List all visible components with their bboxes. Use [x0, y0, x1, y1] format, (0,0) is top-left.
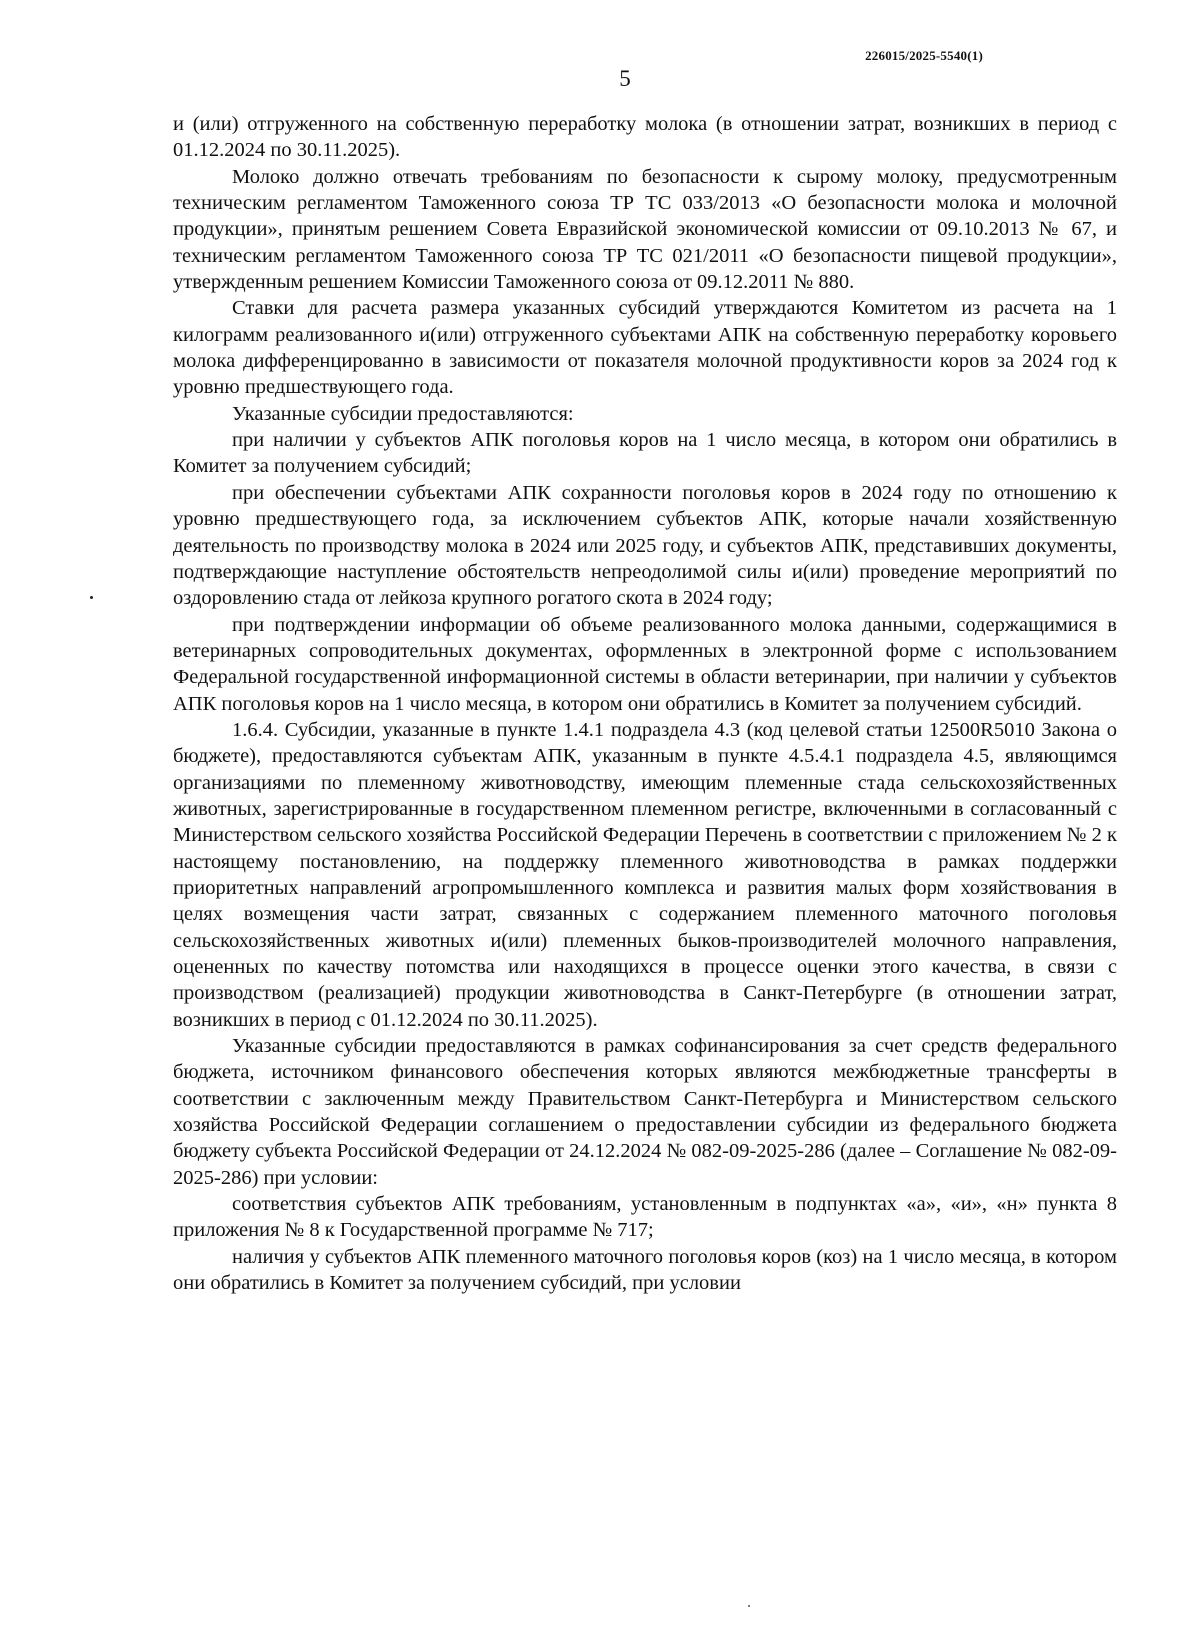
paragraph-subsidies-intro: Указанные субсидии предоставляются:	[232, 402, 574, 425]
paragraph-subsidy-rates: Ставки для расчета размера указанных субсидий утверждаются Комитетом из расчета на 1 килограмм реализованного и(или) отгруженного субъектами АПК на собственную переработку коровьего молока дифференцированно в зависимости от показателя молочной продуктивности коров за 2024 год к уровню предшествующего года.	[173, 297, 1117, 399]
paragraph-milk-safety-requirements: Молоко должно отвечать требованиям по безопасности к сырому молоку, предусмотренным техническим регламентом Таможенного союза ТР ТС 033/2013 «О безопасности молока и молочной продукции», принятым решением Совета Евразийской экономической комиссии от 09.10.2013 № 67, и техническим регламентом Таможенного союза ТР ТС 021/2011 «О безопасности пищевой продукции», утвержденным решением Комиссии Таможенного союза от 09.12.2011 № 880.	[173, 165, 1117, 294]
scan-speck	[748, 1605, 750, 1607]
paragraph-section-1-6-4: 1.6.4. Субсидии, указанные в пункте 1.4.1 подраздела 4.3 (код целевой статьи 12500R5010 Закона о бюджете), предоставляются субъектам АПК, указанным в пункте 4.5.4.1 подраздела 4.5, являющимся организациями по племенному животноводству, имеющим племенные стада сельскохозяйственных животных, зарегистрированные в государственном племенном регистре, включенными в согласованный с Министерством сельского хозяйства Российской Федерации Перечень в соответствии с приложением № 2 к настоящему постановлению, на поддержку племенного животноводства в рамках поддержки приоритетных направлений агропромышленного комплекса и развития малых форм хозяйствования в целях возмещения части затрат, связанных с содержанием племенного маточного поголовья сельскохозяйственных животных и(или) племенных быков-производителей молочного направления, оцененных по качеству потомства или находящихся в процессе оценки этого качества, в связи с производством (реализацией) продукции животноводства в Санкт-Петербурге (в отношении затрат, возникших в период с 01.12.2024 по 30.11.2025).	[173, 718, 1117, 1031]
page-number: 5	[619, 66, 631, 91]
paragraph-cofinancing: Указанные субсидии предоставляются в рамках софинансирования за счет средств федерального бюджета, источником финансового обеспечения которых являются межбюджетные трансферты в соответствии с заключенным между Правительством Санкт-Петербурга и Министерством сельского хозяйства Российской Федерации соглашением о предоставлении субсидии из федерального бюджета бюджету субъекта Российской Федерации от 24.12.2024 № 082-09-2025-286 (далее – Соглашение № 082-09-2025-286) при условии:	[173, 1035, 1117, 1189]
paragraph-condition-milk-volume: при подтверждении информации об объеме реализованного молока данными, содержащимися в ветеринарных сопроводительных документах, оформленных в электронной форме с использованием Федеральной государственной информационной системы в области ветеринарии, при наличии у субъектов АПК поголовья коров на 1 число месяца, в котором они обратились в Комитет за получением субсидий.	[173, 613, 1117, 715]
paragraph-condition-herd-preservation: при обеспечении субъектами АПК сохранности поголовья коров в 2024 году по отношению к уровню предшествующего года, за исключением субъектов АПК, которые начали хозяйственную деятельность по производству молока в 2024 или 2025 году, и субъектов АПК, представивших документы, подтверждающие наступление обстоятельств непреодолимой силы и(или) проведение мероприятий по оздоровлению стада от лейкоза крупного рогатого скота в 2024 году;	[173, 481, 1117, 610]
document-body	[173, 111, 1117, 1296]
document-id: 226015/2025-5540(1)	[865, 48, 983, 63]
scan-speck	[90, 596, 93, 599]
paragraph-continuation: и (или) отгруженного на собственную переработку молока (в отношении затрат, возникших в период с 01.12.2024 по 30.11.2025).	[173, 113, 1117, 162]
paragraph-condition-cow-herd: при наличии у субъектов АПК поголовья коров на 1 число месяца, в котором они обратились в Комитет за получением субсидий;	[173, 429, 1117, 478]
paragraph-condition-requirements: соответствия субъектов АПК требованиям, установленным в подпунктах «а», «и», «н» пункта 8 приложения № 8 к Государственной программе № 717;	[173, 1193, 1117, 1242]
paragraph-condition-breeding-stock: наличия у субъектов АПК племенного маточного поголовья коров (коз) на 1 число месяца, в котором они обратились в Комитет за получением субсидий, при условии	[173, 1245, 1117, 1295]
